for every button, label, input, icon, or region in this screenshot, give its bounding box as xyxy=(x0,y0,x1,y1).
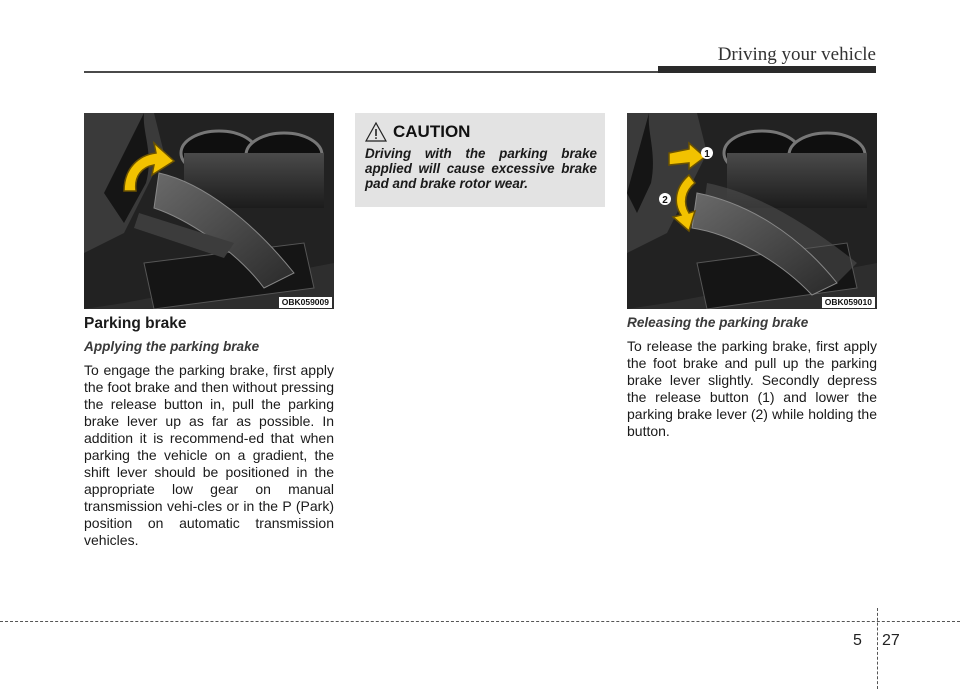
caution-label: CAUTION xyxy=(393,122,471,141)
footer-rule xyxy=(0,621,960,622)
caution-text: Driving with the parking brake applied will cause excessive brake pad and brake rotor wear. xyxy=(365,146,597,191)
releasing-body-text: To release the parking brake, first apply the foot brake and pull up the parking brake lever slightly. Secondly depress the release button (1) and lower the parking brake lever (2) while holding the button. xyxy=(627,338,877,439)
marker-2-label: 2 xyxy=(662,195,668,206)
warning-triangle-icon xyxy=(365,121,387,143)
applying-brake-illustration xyxy=(84,113,334,309)
header-rule-accent xyxy=(658,66,876,73)
applying-brake-photo xyxy=(84,113,334,309)
footer-divider xyxy=(877,608,878,689)
marker-1-label: 1 xyxy=(704,149,710,160)
releasing-subheading: Releasing the parking brake xyxy=(627,315,809,330)
releasing-brake-photo xyxy=(627,113,877,309)
figure-caption: OBK059010 xyxy=(822,297,875,308)
caution-header xyxy=(365,121,470,143)
section-heading: Parking brake xyxy=(84,315,187,332)
page-header-title: Driving your vehicle xyxy=(717,44,876,65)
releasing-brake-illustration xyxy=(627,113,877,309)
figure-caption: OBK059009 xyxy=(279,297,332,308)
chapter-number: 5 xyxy=(853,632,862,649)
caution-box xyxy=(355,113,605,207)
applying-subheading: Applying the parking brake xyxy=(84,339,260,354)
page-number: 27 xyxy=(882,632,900,649)
header-rule xyxy=(84,71,660,73)
applying-body-text: To engage the parking brake, first apply the foot brake and then without pressing the release button in, pull the parking brake lever up as far as possible. In addition it is recommend-ed that when parking the vehicle on a gradient, the shift lever should be positioned in the appropriate low gear on manual transmission vehi-cles or in the P (Park) position on automatic transmission vehicles. xyxy=(84,362,334,548)
